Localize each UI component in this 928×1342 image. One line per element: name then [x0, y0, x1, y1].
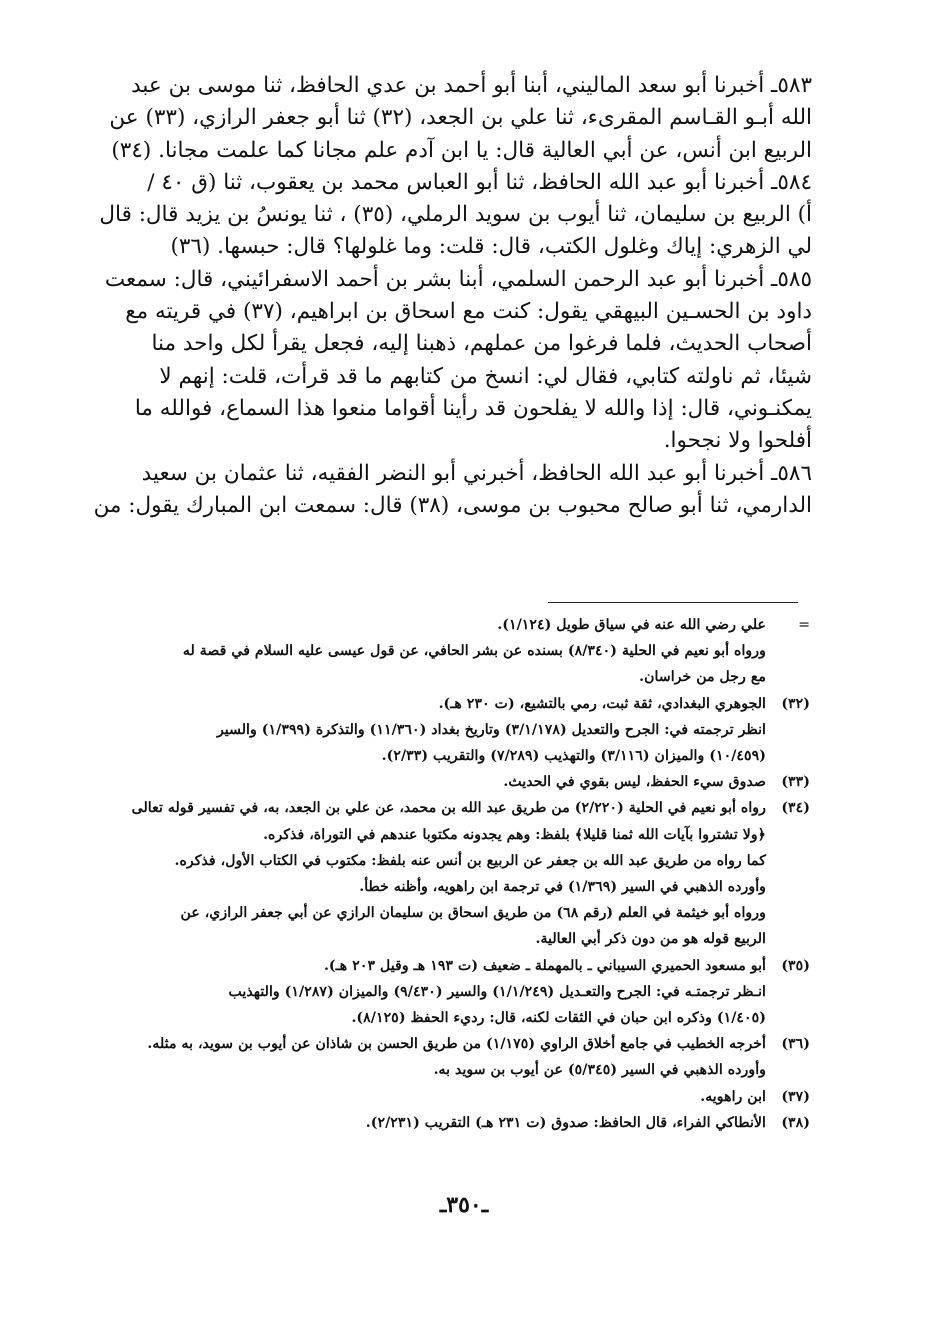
footnote-line: (١٠/٤٥٩) والميزان (٣/١١٦) والتهذيب (٧/٢٨٩) والتقريب (٢/٣٣). [381, 748, 766, 765]
footnote-line: أخرجه الخطيب في جامع أخلاق الراوي (١/١٧٥) من طريق الحسن بن شاذان عن أيوب بن سويد، به مثله. [147, 1036, 766, 1053]
footnote-line: مع رجل من خراسان. [639, 669, 766, 686]
text-line: ٥٨٤ـ أخبرنا أبو عبد الله الحافظ، ثنا أبو العباس محمد بن يعقوب، ثنا (ق ٤٠ / [147, 169, 812, 195]
footnote-line: ﴿ولا تشتروا بآيات الله ثمنا قليلا﴾ بلفظ: وهم يجدونه مكتوبا عندهم في التوراة، فذكره. [263, 826, 766, 843]
footnote-36 [92, 1031, 810, 1083]
footnote-line: الأنطاكي الفراء، قال الحافظ: صدوق (ت ٢٣١ هـ) التقريب (٢/٢٣١). [365, 1114, 766, 1131]
main-text [84, 70, 812, 522]
footnote-line: علي رضي الله عنه في سياق طويل (١/١٢٤). [497, 617, 766, 633]
footnote-number: (٣٨) [781, 1114, 810, 1131]
text-line: يمكنـوني، قال: إذا والله لا يفلحون قد رأينا أقواما منعوا هذا السماع، فوالله ما [134, 395, 812, 421]
footnote-35 [92, 953, 810, 1032]
text-line: ٥٨٣ـ أخبرنا أبو سعد الماليني، أبنا أبو أحمد بن عدي الحافظ، ثنا موسى بن عبد [131, 73, 812, 98]
footnote-line: وأورده الذهبي في السير (١/٣٦٩) في ترجمة ابن راهويه، وأظنه خطأ. [359, 879, 766, 896]
text-line: الله أبـو القـاسم المقرىء، ثنا علي بن الجعد، (٣٢) ثنا أبو جعفر الرازي، (٣٣) عن [109, 105, 812, 131]
continuation-mark: = [798, 617, 810, 633]
footnote-line: الربيع قوله هو من دون ذكر أبي العالية. [535, 931, 766, 948]
footnote-34 [92, 795, 810, 952]
footnotes [92, 612, 810, 1136]
text-line: الدارمي، ثنا أبو صالح محبوب بن موسى، (٣٨) قال: سمعت ابن المبارك يقول: من [93, 492, 812, 518]
footnote-line: الجوهري البغدادي، ثقة ثبت، رمي بالتشيع، (ت ٢٣٠ هـ). [438, 695, 766, 712]
footnote-line: ابن راهويه. [700, 1088, 766, 1105]
footnote-number: (٣٥) [781, 957, 810, 974]
text-line: أ) الربيع بن سليمان، ثنا أيوب بن سويد الرملي، (٣٥) ، ثنا يونسُ بن يزيد قال: قال [99, 202, 812, 228]
footnote-number: (٣٦) [781, 1036, 810, 1053]
text-line: داود بن الحسـين البيهقي يقول: كنت مع اسحاق بن ابراهيم، (٣٧) في قريته مع [125, 299, 812, 325]
text-line: الربيع ابن أنس، عن أبي العالية قال: يا ابن آدم علم مجانا كما علمت مجانا. (٣٤) [111, 137, 812, 163]
text-line: لي الزهري: إياك وغلول الكتب، قال: قلت: وما غلولها؟ قال: حبسها. (٣٦) [170, 234, 812, 260]
text-line: ٥٨٦ـ أخبرنا أبو عبد الله الحافظ، أخبرني أبو النضر الفقيه، ثنا عثمان بن سعيد [141, 460, 812, 486]
footnote-line: صدوق سيء الحفظ، ليس بقوي في الحديث. [503, 774, 766, 791]
footnote-line: انـظر ترجمتـه في: الجرح والتعـديل (١/١/٢٤٩) والسير (٩/٤٣٠) والميزان (١/٢٨٧) والتهذيب [228, 983, 766, 1000]
text-line: شيئا، ثم ناولته كتابي، فقال لي: انسخ من كتابهم ما قد قرأت، قلت: إنهم لا [159, 363, 812, 389]
footnote-37 [92, 1084, 810, 1110]
footnote-line: ورواه أبو خيثمة في العلم (رقم ٦٨) من طريق اسحاق بن سليمان الرازي عن أبي جعفر الرازي، عن [180, 905, 766, 922]
footnote-38 [92, 1110, 810, 1136]
text-line: أفلحوا ولا نجحوا. [663, 428, 812, 454]
footnote-32 [92, 691, 810, 770]
footnote-line: (١/٤٠٥) وذكره ابن حبان في الثقات لكنه، قال: رديء الحفظ (٨/١٢٥). [351, 1010, 766, 1027]
footnote-separator [548, 602, 798, 603]
text-line: ٥٨٥ـ أخبرنا أبو عبد الرحمن السلمي، أبنا بشر بن أحمد الاسفرائيني، قال: سمعت [104, 266, 812, 292]
footnote-number: (٣٣) [781, 774, 810, 791]
footnote-number: (٣٤) [781, 800, 810, 817]
footnote-number: (٣٧) [781, 1088, 810, 1105]
footnote-line: وأورده الذهبي في السير (٥/٣٤٥) عن أيوب بن سويد به. [433, 1062, 766, 1079]
page-number: ـ٣٥٠ـ [439, 1192, 489, 1218]
footnote-line: أبو مسعود الحميري السيباني ـ بالمهملة ـ ضعيف (ت ١٩٣ هـ وقيل ٢٠٣ هـ). [323, 957, 766, 974]
footnote-line: رواه أبو نعيم في الحلية (٢/٢٢٠) من طريق عبد الله بن محمد، عن علي بن الجعد، به، في تفسير قوله تعالى [131, 800, 766, 817]
footnote-line: كما رواه من طريق عبد الله بن جعفر عن الربيع بن أنس عنه بلفظ: مكتوب في الكتاب الأول، فذكره. [174, 852, 766, 869]
footnote-line: ورواه أبو نعيم في الحلية (٨/٣٤٠) بسنده عن بشر الحافي، عن قول عيسى عليه السلام في قصة له [182, 643, 766, 660]
footnote-line: انظر ترجمته في: الجرح والتعديل (٣/١/١٧٨) وتاريخ بغداد (١١/٣٦٠) والتذكرة (١/٣٩٩) والسير [216, 721, 766, 738]
footnote-number: (٣٢) [781, 695, 810, 712]
text-line: أصحاب الحديث، فلما فرغوا من عملهم، ذهبنا إليه، فجعل يقرأ لكل واحد منا [151, 331, 812, 357]
footnote-continuation [92, 612, 810, 691]
footnote-33 [92, 769, 810, 795]
